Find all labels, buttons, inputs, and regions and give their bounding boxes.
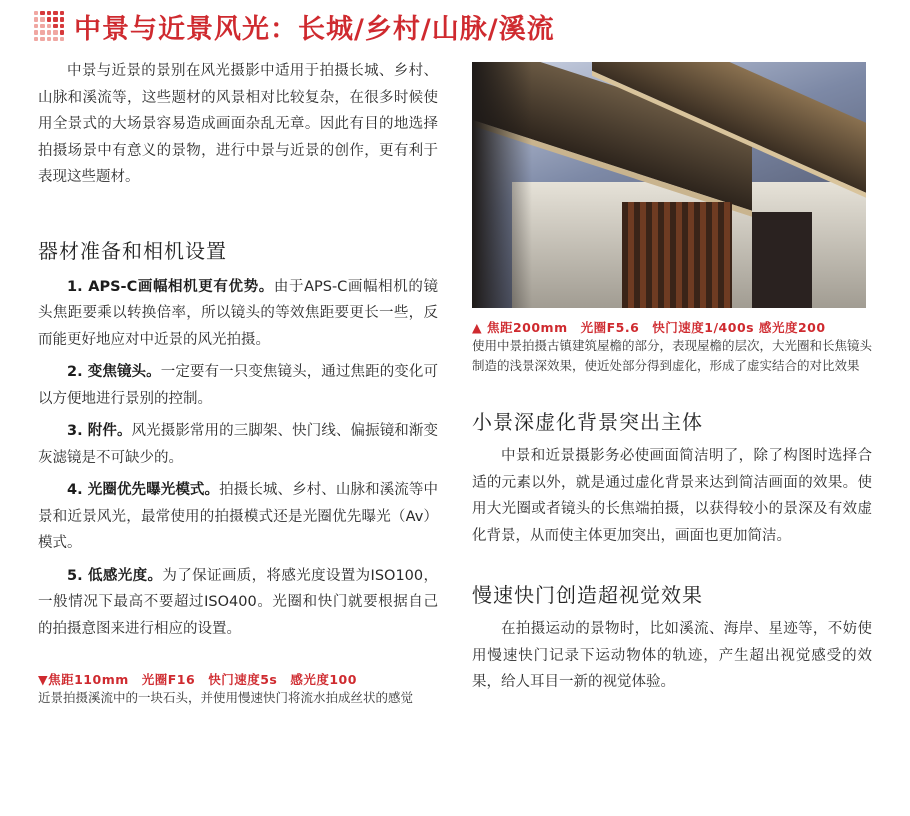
section-heading-slow-shutter: 慢速快门创造超视觉效果 — [472, 583, 703, 607]
slow-shutter-paragraph: 在拍摄运动的景物时，比如溪流、海岸、星迹等，不妨使用慢速快门记录下运动物体的轨迹，产生超出视觉感受的效果，给人耳目一新的视觉体验。 — [472, 621, 872, 690]
caption-right-text: 使用中景拍摄古镇建筑屋檐的部分，表现屋檐的层次，大光圈和长焦镜头制造的浅景深效果，使近处部分得到虚化，形成了虚实结合的对比效果 — [472, 338, 873, 373]
section-heading-shallow-dof: 小景深虚化背景突出主体 — [472, 410, 703, 434]
section-heading-equipment: 器材准备和相机设置 — [38, 238, 227, 263]
caption-left-text: 近景拍摄溪流中的一块石头，并使用慢速快门将流水拍成丝状的感觉 — [38, 690, 414, 705]
caption-right — [472, 318, 872, 376]
left-column — [38, 58, 438, 708]
equipment-item-4: 4. 光圈优先曝光模式。拍摄长城、乡村、山脉和溪流等中景和近景风光，最常使用的拍摄模式还是光圈优先曝光（Av）模式。 — [38, 482, 438, 551]
caption-left-settings: ▼焦距110mm 光圈F16 快门速度5s 感光度100 — [38, 672, 357, 687]
equipment-item-1: 1. APS-C画幅相机更有优势。由于APS-C画幅相机的镜头焦距要乘以转换倍率，所以镜头的等效焦距要更长一些，反而能更好地应对中近景的风光拍摄。 — [38, 278, 438, 348]
ancient-town-eaves-photo — [472, 62, 866, 308]
caption-right-settings: ▲ 焦距200mm 光圈F5.6 快门速度1/400s 感光度200 — [472, 320, 826, 335]
grid-logo-icon — [34, 11, 64, 41]
caption-left — [38, 670, 438, 708]
equipment-item-2: 2. 变焦镜头。一定要有一只变焦镜头，通过焦距的变化可以方便地进行景别的控制。 — [38, 364, 438, 407]
intro-paragraph: 中景与近景的景别在风光摄影中适用于拍摄长城、乡村、山脉和溪流等，这些题材的风景相对比较复杂，在很多时候使用全景式的大场景容易造成画面杂乱无章。因此有目的地选择拍摄场景中有意义的景物，进行中景与近景的创作，更有利于表现这些题材。 — [38, 63, 438, 185]
right-column — [472, 62, 872, 696]
page-header — [34, 6, 555, 46]
equipment-item-3: 3. 附件。风光摄影常用的三脚架、快门线、偏振镜和渐变灰滤镜是不可缺少的。 — [38, 423, 438, 466]
equipment-item-5: 5. 低感光度。为了保证画质，将感光度设置为ISO100，一般情况下最高不要超过ISO400。光圈和快门就要根据自己的拍摄意图来进行相应的设置。 — [38, 567, 438, 637]
shallow-dof-paragraph: 中景和近景摄影务必使画面简洁明了，除了构图时选择合适的元素以外，就是通过虚化背景来达到简洁画面的效果。使用大光圈或者镜头的长焦端拍摄，以获得较小的景深及有效虚化背景，从而使主体更加突出，画面也更加简洁。 — [472, 448, 872, 544]
page-title: 中景与近景风光：长城/乡村/山脉/溪流 — [74, 13, 555, 45]
